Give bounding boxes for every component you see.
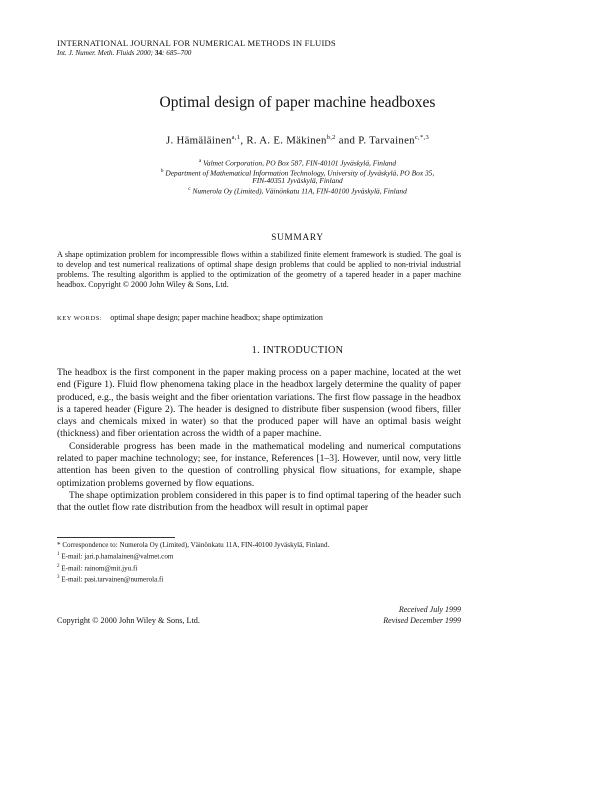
affiliation <box>0 185 595 195</box>
received-date: Received July 1999 <box>398 605 461 614</box>
affiliation-text: Department of Mathematical Information Technology, University of Jyväskylä, PO Box 35, <box>163 168 435 178</box>
citation-year: 2000; <box>136 49 154 57</box>
citation-volume: 34 <box>154 49 163 57</box>
citation-pages: : 685–700 <box>162 49 192 57</box>
affiliation-mark: c <box>188 186 191 192</box>
author-separator: , <box>240 134 247 147</box>
affiliation-mark: b <box>160 168 164 174</box>
author-list <box>0 134 595 147</box>
author-name: P. Tarvainen <box>358 134 415 147</box>
citation-prefix: Int. J. Numer. Meth. Fluids <box>57 49 135 57</box>
article-title: Optimal design of paper machine headboxes <box>159 94 436 111</box>
footnote-mark: 1 <box>57 552 60 558</box>
footnote-text: E-mail: rainom@mit.jyu.fi <box>59 564 138 573</box>
author-name: R. A. E. Mäkinen <box>246 134 327 147</box>
footnote <box>57 573 329 585</box>
author-affil-mark: b,2 <box>326 134 336 141</box>
affiliation-continued: FIN-40351 Jyväskylä, Finland <box>252 176 343 185</box>
author-affil-mark: a,1 <box>231 134 241 141</box>
footnote-text: E-mail: jari.p.hamalainen@valmet.com <box>59 552 174 561</box>
footnote-text: Correspondence to: Numerola Oy (Limited), Väinönkatu 11A, FIN-40100 Jyväskylä, Finland. <box>60 541 330 549</box>
paragraph: Considerable progress has been made in the mathematical modeling and numerical computations related to paper machine technology; see, for instance, References [1–3]. However, until now, very little attention has been given to the question of controlling physical flow situations, for example, shape optimization problems governed by flow equations. <box>57 440 461 489</box>
summary-text: A shape optimization problem for incompressible flows within a stabilized finite element framework is studied. The goal is to develop and test numerical realizations of optimal shape design problems that could be applied to non-trivial industrial problems. The resulting algorithm is applied to the optimization of the geometry of a tapered header in a paper machine headbox. Copyright © 2000 John Wiley & Sons, Ltd. <box>57 250 461 290</box>
author-affil-mark: c,*,3 <box>414 134 429 141</box>
keywords-label: KEY WORDS: <box>57 315 103 322</box>
footnote <box>57 541 329 550</box>
affiliation-text: Valmet Corporation, PO Box 587, FIN-40101 Jyväskylä, Finland <box>201 158 397 168</box>
author-separator: and <box>335 134 359 147</box>
footnotes <box>57 541 329 585</box>
summary-heading: SUMMARY <box>271 232 324 242</box>
footnote-mark: 2 <box>57 563 60 569</box>
affiliation-mark: a <box>198 158 202 164</box>
revised-date: Revised December 1999 <box>383 616 461 626</box>
copyright-notice: Copyright © 2000 John Wiley & Sons, Ltd. <box>57 616 200 625</box>
journal-name: INTERNATIONAL JOURNAL FOR NUMERICAL METHODS IN FLUIDS <box>57 38 336 48</box>
section-heading: 1. INTRODUCTION <box>251 345 344 356</box>
intro-body <box>57 367 461 515</box>
footnote-mark: 3 <box>57 575 60 581</box>
footnote-mark: * <box>57 541 61 549</box>
paragraph: The headbox is the first component in the paper making process on a paper machine, located at the wet end (Figure 1). Fluid flow phenomena taking place in the headbox largely determine the quality of paper produced, e.g., the basis weight and the fiber orientation variations. The first flow passage in the headbox is a tapered header (Figure 2). The header is designed to distribute fiber suspension (wood fibers, filler clays and chemicals mixed in water) so that the produced paper will have an optimal basis weight (thickness) and fiber orientation across the width of a paper machine. <box>57 367 461 440</box>
keywords-text: optimal shape design; paper machine headbox; shape optimization <box>110 313 323 322</box>
paragraph: The shape optimization problem considered in this paper is to find optimal tapering of the header such that the outlet flow rate distribution from the headbox will result in optimal paper <box>57 489 461 514</box>
footnote <box>57 550 329 562</box>
footnote-rule <box>57 537 175 538</box>
affiliation-text: Numerola Oy (Limited), Väinönkatu 11A, FIN-40100 Jyväskylä, Finland <box>190 186 407 196</box>
footnote <box>57 562 329 574</box>
journal-citation <box>57 49 191 57</box>
received-dates <box>383 604 461 627</box>
affiliation <box>0 157 595 167</box>
keywords <box>57 313 323 322</box>
author-name: J. Hämäläinen <box>165 134 232 147</box>
footnote-text: E-mail: pasi.tarvainen@numerola.fi <box>59 575 164 584</box>
